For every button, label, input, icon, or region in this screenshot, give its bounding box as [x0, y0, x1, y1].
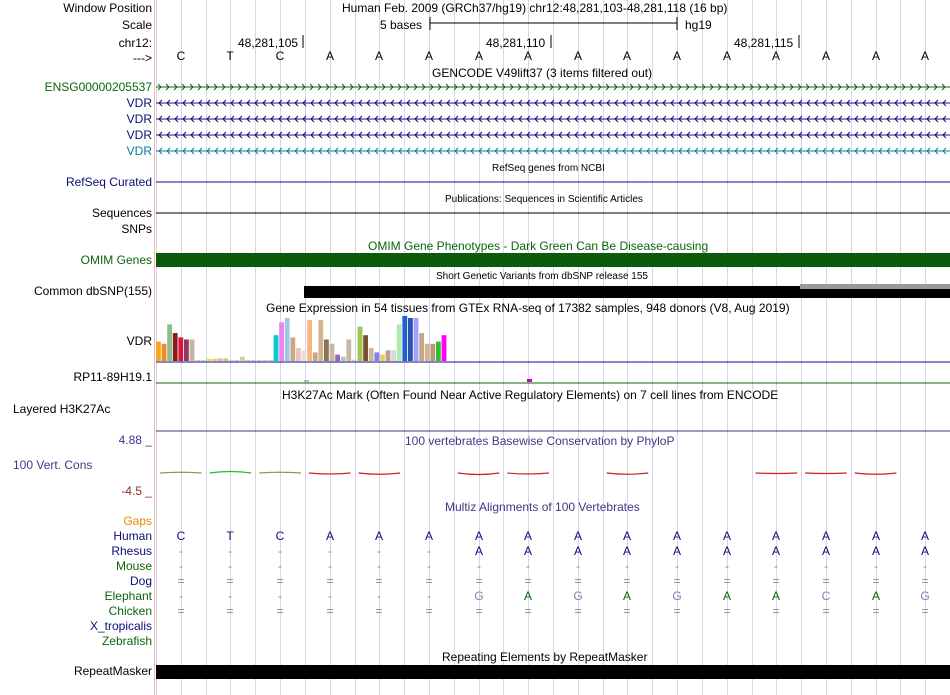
repeatmasker-track-title: Repeating Elements by RepeatMasker — [442, 650, 648, 664]
gtex-bar — [352, 360, 357, 361]
alignment-base: G — [573, 589, 583, 603]
gtex-bar — [363, 335, 368, 361]
sequence-base: A — [920, 49, 929, 63]
gencode-track-title: GENCODE V49lift37 (3 items filtered out) — [432, 66, 653, 80]
phylop-mark — [210, 472, 252, 474]
gtex-bar — [234, 360, 239, 361]
alignment-base: A — [622, 529, 631, 543]
gtex-bar-chart[interactable] — [156, 316, 446, 361]
alignment-base: = — [375, 574, 383, 588]
rp11-track-label[interactable]: RP11-89H19.1 — [73, 370, 152, 384]
alignment-base: A — [573, 529, 582, 543]
rp11-mark-1 — [304, 380, 309, 382]
alignment-base: - — [377, 544, 381, 558]
alignment-base: = — [425, 574, 433, 588]
alignment-base: A — [374, 529, 383, 543]
gtex-bar — [274, 335, 279, 361]
alignment-base: A — [771, 544, 780, 558]
track-graphics — [156, 0, 950, 695]
gencode-item-label-5[interactable]: VDR — [126, 144, 152, 158]
alignment-base: - — [179, 544, 183, 558]
phylop-mark — [160, 472, 202, 473]
gtex-bar — [414, 318, 419, 361]
track-label-column — [0, 0, 152, 695]
gtex-bar — [313, 352, 318, 361]
gtex-bar — [296, 348, 301, 361]
gtex-bar — [425, 344, 430, 361]
scale-bar — [430, 17, 677, 30]
alignment-base: - — [278, 559, 282, 573]
sequence-base: A — [672, 49, 681, 63]
alignment-base: - — [427, 544, 431, 558]
alignment-base: - — [228, 544, 232, 558]
alignment-base: A — [523, 589, 532, 603]
phylop-mark — [805, 473, 847, 474]
label-divider — [154, 0, 155, 695]
species-label-mouse[interactable]: Mouse — [115, 559, 152, 573]
phylop-mark — [458, 473, 500, 475]
gtex-bar — [307, 320, 312, 361]
species-label-human[interactable]: Human — [113, 529, 152, 543]
gtex-bar — [408, 318, 413, 361]
alignment-base: = — [872, 574, 880, 588]
alignment-base: = — [772, 604, 780, 618]
sequence-base: A — [325, 49, 334, 63]
alignment-base: = — [177, 574, 185, 588]
gtex-bar — [324, 340, 329, 362]
gtex-bar — [442, 335, 447, 361]
coord-tick-label-2: 48,281,110 — [486, 36, 546, 50]
alignment-base: - — [427, 559, 431, 573]
gtex-bar — [201, 360, 206, 361]
alignment-base: G — [920, 589, 930, 603]
window-position-value: Human Feb. 2009 (GRCh37/hg19) chr12:48,281,103-48,281,118 (16 bp) — [342, 1, 728, 15]
sequence-base: A — [871, 49, 880, 63]
alignment-base: - — [725, 559, 729, 573]
gtex-bar — [190, 340, 195, 362]
alignment-base: - — [278, 544, 282, 558]
alignment-base: - — [328, 559, 332, 573]
alignment-base: - — [179, 589, 183, 603]
gtex-bar — [195, 360, 200, 361]
species-label-dog[interactable]: Dog — [129, 574, 152, 588]
multiz-track-title: Multiz Alignments of 100 Vertebrates — [445, 500, 640, 514]
scale-assembly: hg19 — [685, 18, 712, 32]
coord-tick-label-3: 48,281,115 — [734, 36, 794, 50]
alignment-base: A — [871, 589, 880, 603]
alignment-base: A — [920, 544, 929, 558]
alignment-base: A — [523, 529, 532, 543]
alignment-base: = — [475, 574, 483, 588]
alignment-base: = — [673, 574, 681, 588]
gtex-bar — [430, 344, 435, 361]
gencode-gene-lines[interactable] — [156, 84, 950, 154]
strand-arrow-label: ---> — [133, 51, 152, 65]
gencode-item-label-1[interactable]: ENSG00000205537 — [44, 80, 152, 94]
sequence-base: C — [176, 49, 186, 63]
omim-track-title: OMIM Gene Phenotypes - Dark Green Can Be Disease-causing — [368, 239, 709, 253]
scale-label: Scale — [121, 18, 152, 32]
alignment-base: = — [822, 574, 830, 588]
gtex-bar — [369, 348, 374, 361]
alignment-base: A — [325, 529, 334, 543]
gtex-track-label[interactable]: VDR — [126, 334, 152, 348]
alignment-base: - — [377, 589, 381, 603]
h3k27ac-track-title: H3K27Ac Mark (Often Found Near Active Regulatory Elements) on 7 cell lines from ENCODE — [282, 388, 779, 402]
alignment-base: G — [474, 589, 484, 603]
phylop-mark — [507, 473, 549, 474]
sequence-base: A — [474, 49, 483, 63]
species-label-x-tropicalis[interactable]: X_tropicalis — [89, 619, 152, 633]
alignment-base: = — [226, 604, 234, 618]
alignment-base: - — [477, 559, 481, 573]
alignment-base: - — [576, 559, 580, 573]
gtex-bar — [212, 359, 217, 361]
omim-feature-bar — [156, 253, 950, 267]
alignment-base: A — [722, 529, 731, 543]
gtex-bar — [223, 358, 228, 361]
gtex-track-title: Gene Expression in 54 tissues from GTEx RNA-seq of 17382 samples, 948 donors (V8, Aug 2019) — [266, 301, 790, 315]
gtex-bar — [341, 357, 346, 361]
gtex-bar — [229, 360, 234, 361]
refseq-track-title: RefSeq genes from NCBI — [492, 163, 605, 174]
sequence-base: A — [573, 49, 582, 63]
gtex-bar — [162, 344, 167, 361]
alignment-base: - — [377, 559, 381, 573]
alignment-base: G — [672, 589, 682, 603]
phylop-ymax-label: 4.88 _ — [118, 433, 152, 447]
alignment-base: = — [276, 604, 284, 618]
gtex-bar — [358, 327, 363, 361]
alignment-base: A — [573, 544, 582, 558]
phylop-mark — [359, 473, 401, 474]
gtex-bar — [206, 359, 211, 361]
gtex-bar — [386, 350, 391, 361]
sequence-base: A — [722, 49, 731, 63]
alignment-base: A — [871, 544, 880, 558]
gtex-bar — [419, 333, 424, 361]
gtex-bar — [156, 342, 161, 361]
alignment-base: = — [475, 604, 483, 618]
alignment-base: = — [673, 604, 681, 618]
gtex-bar — [330, 344, 335, 361]
alignment-base: A — [771, 589, 780, 603]
alignment-base: - — [526, 559, 530, 573]
alignment-base: - — [824, 559, 828, 573]
alignment-base: - — [874, 559, 878, 573]
phylop-signal[interactable] — [160, 472, 896, 475]
alignment-base: = — [326, 604, 334, 618]
gencode-item-label-4[interactable]: VDR — [126, 128, 152, 142]
sequence-base: A — [821, 49, 830, 63]
phylop-mark — [309, 473, 351, 474]
alignment-base: A — [672, 529, 681, 543]
alignment-base: = — [872, 604, 880, 618]
alignment-base: = — [772, 574, 780, 588]
gaps-label[interactable]: Gaps — [123, 514, 152, 528]
alignment-base: - — [278, 589, 282, 603]
species-label-zebrafish[interactable]: Zebrafish — [101, 634, 152, 648]
gtex-bar — [262, 360, 267, 361]
alignment-base: = — [921, 574, 929, 588]
repeatmasker-feature-bar — [156, 665, 950, 679]
scale-text: 5 bases — [380, 18, 423, 32]
gtex-bar — [318, 320, 323, 361]
alignment-base: A — [722, 544, 731, 558]
gtex-bar — [257, 360, 262, 361]
gtex-bar — [374, 352, 379, 361]
alignment-base: A — [672, 544, 681, 558]
species-label-elephant[interactable]: Elephant — [104, 589, 152, 603]
publications-track-label[interactable]: Sequences — [91, 206, 152, 220]
alignment-base: = — [226, 574, 234, 588]
sequence-base: C — [275, 49, 285, 63]
alignment-base: = — [375, 604, 383, 618]
gtex-bar — [240, 357, 245, 361]
alignment-base: A — [622, 544, 631, 558]
gtex-bar — [246, 360, 251, 361]
gtex-bar — [178, 337, 183, 361]
alignment-base: A — [424, 529, 433, 543]
gtex-bar — [251, 360, 256, 361]
alignment-base: = — [177, 604, 185, 618]
phylop-mark — [756, 473, 798, 474]
alignment-base: - — [228, 559, 232, 573]
omim-track-label[interactable]: OMIM Genes — [80, 253, 152, 267]
alignment-base: A — [722, 589, 731, 603]
gtex-bar — [290, 337, 295, 361]
gencode-item-label-2[interactable]: VDR — [126, 96, 152, 110]
sequence-base: T — [226, 49, 234, 63]
alignment-base: A — [474, 544, 483, 558]
snps-track-label[interactable]: SNPs — [121, 222, 152, 236]
alignment-base: - — [923, 559, 927, 573]
alignment-base: - — [179, 559, 183, 573]
phylop-track-title: 100 vertebrates Basewise Conservation by PhyloP — [405, 434, 675, 448]
alignment-base: = — [524, 604, 532, 618]
phylop-mark — [607, 473, 649, 474]
dbsnp-track-title: Short Genetic Variants from dbSNP release 155 — [436, 271, 648, 282]
gtex-bar — [436, 342, 441, 361]
alignment-base: C — [176, 529, 186, 543]
alignment-base: = — [425, 604, 433, 618]
alignment-base: A — [871, 529, 880, 543]
gtex-bar — [397, 324, 402, 361]
alignment-base: A — [821, 529, 830, 543]
alignment-base: T — [226, 529, 234, 543]
gtex-bar — [380, 355, 385, 362]
track-display-area[interactable] — [156, 0, 950, 695]
alignment-base: A — [622, 589, 631, 603]
gtex-bar — [335, 355, 340, 362]
alignment-base: = — [326, 574, 334, 588]
repeatmasker-track-label[interactable]: RepeatMasker — [73, 664, 152, 678]
alignment-base: - — [228, 589, 232, 603]
gtex-bar — [268, 360, 273, 361]
coord-tick-label-1: 48,281,105 — [238, 36, 299, 50]
phylop-track-label[interactable]: 100 Vert. Cons — [13, 458, 93, 472]
h3k27ac-track-label[interactable]: Layered H3K27Ac — [13, 402, 111, 416]
dbsnp-feature-bar-light — [800, 284, 950, 289]
alignment-base: - — [427, 589, 431, 603]
alignment-base: = — [623, 604, 631, 618]
sequence-base: A — [523, 49, 532, 63]
phylop-mark — [259, 472, 301, 473]
gtex-bar — [302, 350, 307, 361]
gtex-bar — [402, 316, 407, 361]
alignment-base: - — [625, 559, 629, 573]
alignment-base: C — [821, 589, 831, 603]
alignment-base: = — [723, 604, 731, 618]
window-position-label: Window Position — [63, 1, 152, 15]
phylop-ymin-label: -4.5 _ — [121, 484, 152, 498]
alignment-base: = — [574, 574, 582, 588]
gtex-bar — [218, 358, 223, 361]
publications-track-title: Publications: Sequences in Scientific Articles — [445, 194, 643, 205]
gtex-bar — [279, 322, 284, 361]
alignment-base: A — [821, 544, 830, 558]
gtex-bar — [184, 340, 189, 362]
alignment-base: = — [574, 604, 582, 618]
gencode-item-label-3[interactable]: VDR — [126, 112, 152, 126]
gtex-bar — [167, 324, 172, 361]
alignment-base: A — [523, 544, 532, 558]
alignment-base: - — [328, 544, 332, 558]
sequence-base: A — [622, 49, 631, 63]
alignment-base: C — [275, 529, 285, 543]
alignment-base: = — [276, 574, 284, 588]
refseq-track-label[interactable]: RefSeq Curated — [65, 175, 152, 189]
sequence-base: A — [771, 49, 780, 63]
phylop-mark — [855, 473, 897, 474]
gtex-bar — [285, 318, 290, 361]
alignment-base: A — [771, 529, 780, 543]
alignment-base: - — [328, 589, 332, 603]
alignment-base: A — [920, 529, 929, 543]
alignment-base: = — [623, 574, 631, 588]
gtex-bar — [391, 350, 396, 361]
species-label-rhesus[interactable]: Rhesus — [111, 544, 152, 558]
alignment-base: = — [723, 574, 731, 588]
alignment-base: - — [774, 559, 778, 573]
species-label-chicken[interactable]: Chicken — [108, 604, 152, 618]
gtex-bar — [173, 333, 178, 361]
alignment-base: - — [675, 559, 679, 573]
sequence-base: A — [424, 49, 433, 63]
sequence-base: A — [374, 49, 383, 63]
alignment-base: A — [474, 529, 483, 543]
chrom-label: chr12: — [118, 36, 152, 50]
gtex-bar — [346, 340, 351, 362]
alignment-base: = — [921, 604, 929, 618]
alignment-base: = — [822, 604, 830, 618]
rp11-mark-2 — [527, 379, 532, 382]
alignment-base: = — [524, 574, 532, 588]
dbsnp-track-label[interactable]: Common dbSNP(155) — [33, 284, 152, 298]
